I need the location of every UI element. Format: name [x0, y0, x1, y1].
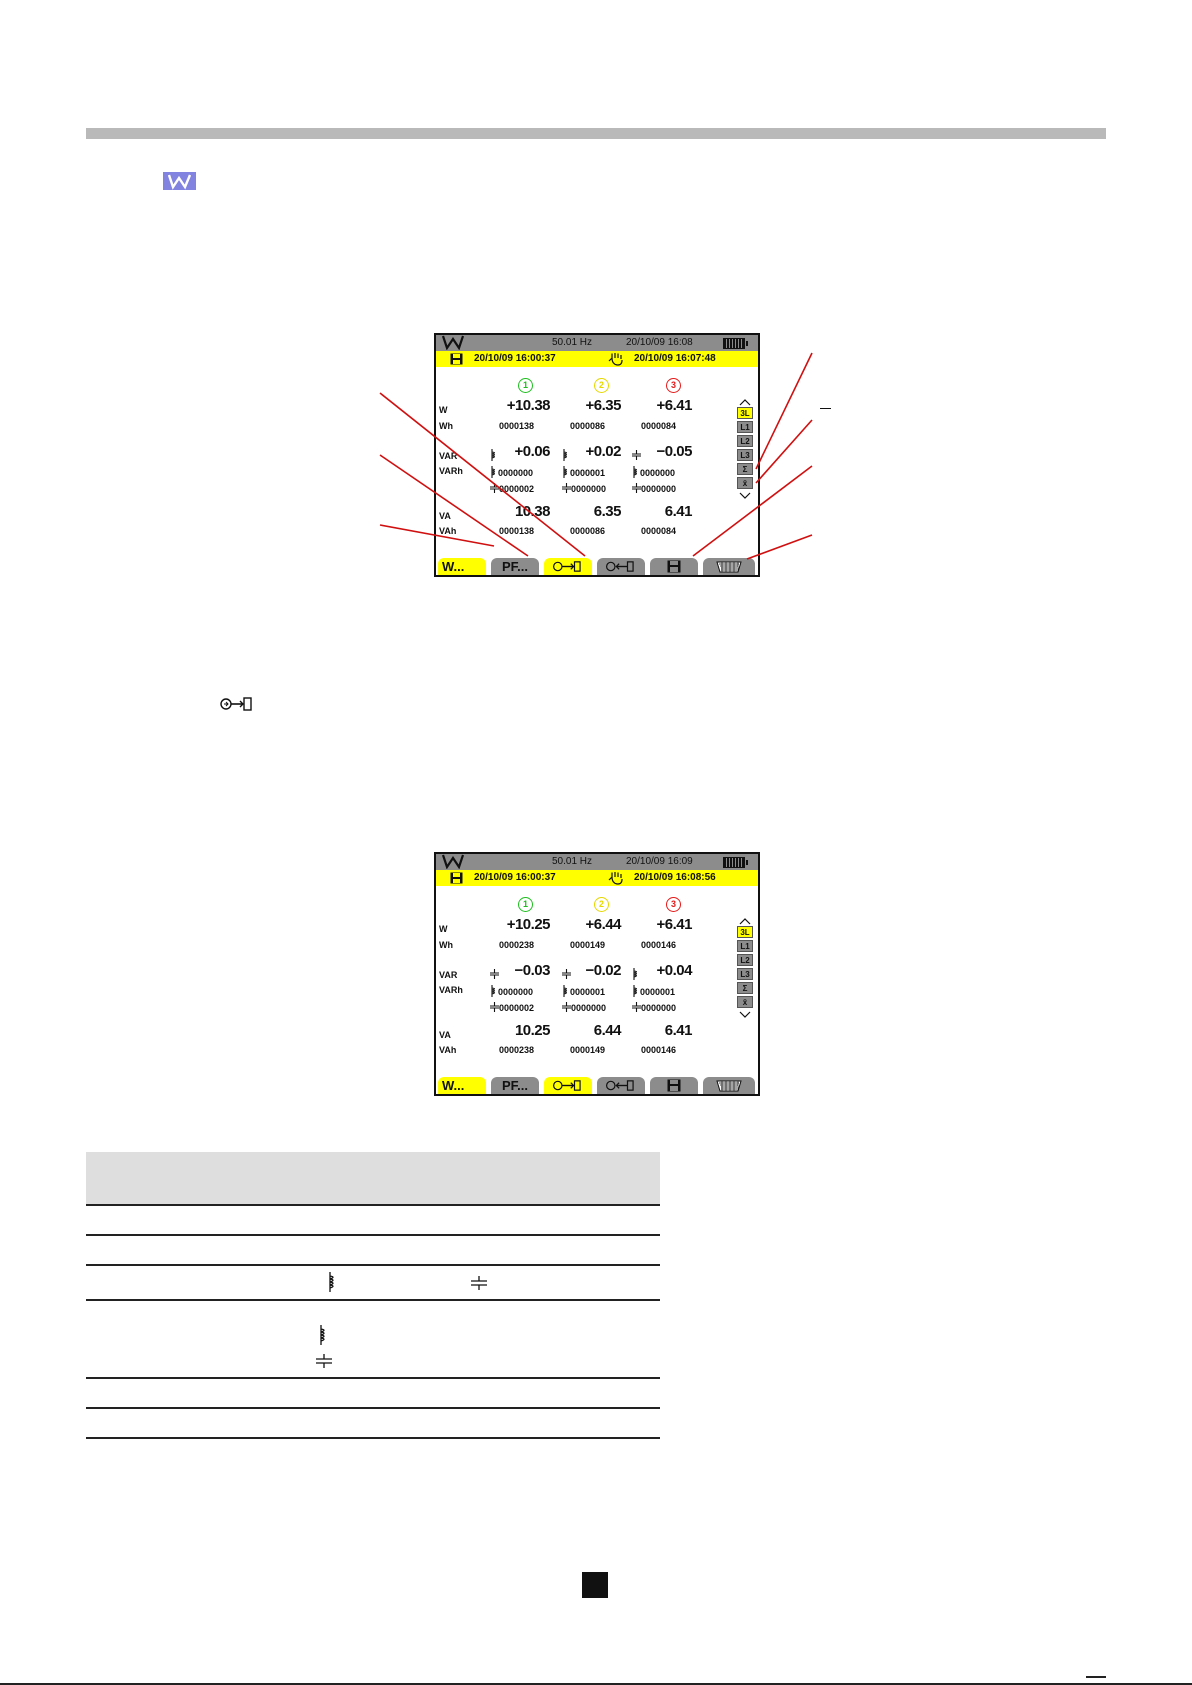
value-text: 0000001: [640, 987, 676, 997]
w-value: +6.44: [585, 916, 621, 933]
varh-cap-value: [562, 482, 606, 496]
bar-mark: [820, 408, 831, 409]
recording-info-bar: [436, 870, 758, 886]
varh-cap-value: [490, 1001, 534, 1015]
section-header-bar: [86, 128, 1106, 139]
tab-start-meter[interactable]: [544, 558, 592, 575]
vah-value: 0000138: [499, 526, 535, 536]
table-rule: [86, 1264, 660, 1266]
capacitive-icon: [470, 1276, 488, 1293]
instrument-screen-2: [434, 852, 760, 1096]
tab-stop-meter[interactable]: [597, 558, 645, 575]
vah-value: 0000146: [641, 1045, 677, 1055]
start-time: 20/10/09 16:00:37: [474, 872, 556, 883]
table-rule: [86, 1204, 660, 1206]
var-value: +0.02: [585, 443, 621, 460]
side-button-1[interactable]: L1: [737, 421, 753, 433]
varh-ind-value: [490, 466, 533, 480]
hold-time: 20/10/09 16:07:48: [634, 353, 716, 364]
va-value: 10.25: [514, 1022, 550, 1039]
inductive-icon: [490, 985, 498, 999]
vah-value: 0000238: [499, 1045, 535, 1055]
inductive-icon: [490, 466, 498, 480]
side-button-2[interactable]: L2: [737, 954, 753, 966]
row-label-wh: Wh: [439, 940, 453, 950]
side-button-3[interactable]: L3: [737, 968, 753, 980]
tab-power-factor[interactable]: PF...: [491, 1077, 539, 1094]
value-text: 0000001: [570, 468, 606, 478]
w-value: +10.38: [506, 397, 550, 414]
clock-readout: 20/10/09 16:09: [626, 856, 693, 867]
tab-stop-meter[interactable]: [597, 1077, 645, 1094]
value-text: 0000000: [571, 484, 607, 494]
var-value: −0.05: [656, 443, 692, 460]
table-rule: [86, 1437, 660, 1439]
power-mode-icon: [163, 172, 196, 190]
wh-value: 0000238: [499, 940, 535, 950]
var-value: −0.03: [514, 962, 550, 979]
varh-ind-value: [562, 985, 605, 999]
inductive-icon: [562, 985, 570, 999]
side-button-5[interactable]: x̄: [737, 477, 753, 489]
varh-ind-value: [632, 466, 675, 480]
table-rule: [86, 1377, 660, 1379]
var-value: −0.02: [585, 962, 621, 979]
w-value: +6.41: [656, 397, 692, 414]
varh-cap-value: [490, 482, 534, 496]
table-header: [86, 1152, 660, 1205]
capacitive-icon: [632, 482, 641, 496]
page-number-box: [582, 1572, 608, 1598]
hand-hold-icon: [607, 352, 625, 366]
w-value: +10.25: [506, 916, 550, 933]
phase-indicator-1: 1: [518, 897, 533, 912]
side-button-4[interactable]: Σ: [737, 463, 753, 475]
inductive-icon: [562, 448, 570, 466]
varh-cap-value: [562, 1001, 606, 1015]
row-label-w: W: [439, 405, 448, 415]
wh-value: 0000138: [499, 421, 535, 431]
clock-readout: 20/10/09 16:08: [626, 337, 693, 348]
va-value: 6.35: [593, 503, 621, 520]
value-text: 0000000: [641, 484, 677, 494]
inductive-icon: [632, 985, 640, 999]
wh-value: 0000084: [641, 421, 677, 431]
va-value: 6.41: [664, 503, 692, 520]
w-value: +6.41: [656, 916, 692, 933]
capacitive-icon: [490, 967, 499, 985]
side-button-2[interactable]: L2: [737, 435, 753, 447]
row-label-vah: VAh: [439, 526, 457, 536]
varh-cap-value: [632, 1001, 676, 1015]
side-button-3[interactable]: L3: [737, 449, 753, 461]
footer-mark: [1086, 1676, 1106, 1678]
phase-indicator-3: 3: [666, 378, 681, 393]
start-time: 20/10/09 16:00:37: [474, 353, 556, 364]
tab-power[interactable]: W...: [438, 1077, 486, 1094]
inductive-icon: [632, 466, 640, 480]
frequency-readout: 50.01 Hz: [552, 337, 593, 348]
status-bar: [436, 335, 758, 351]
hand-hold-icon: [607, 871, 625, 885]
value-text: 0000000: [571, 1003, 607, 1013]
vah-value: 0000086: [570, 526, 606, 536]
capacitive-icon: [562, 1001, 571, 1015]
value-text: 0000001: [570, 987, 606, 997]
va-value: 10.38: [514, 503, 550, 520]
vah-value: 0000149: [570, 1045, 606, 1055]
wh-value: 0000149: [570, 940, 606, 950]
recording-info-bar: [436, 351, 758, 367]
capacitive-icon: [562, 967, 571, 985]
w-value: +6.35: [585, 397, 621, 414]
tab-save[interactable]: [650, 558, 698, 575]
table-rule: [86, 1407, 660, 1409]
floppy-disk-icon: [450, 353, 463, 365]
value-text: 0000000: [641, 1003, 677, 1013]
value-text: 0000002: [499, 484, 535, 494]
instrument-screen-1: [434, 333, 760, 577]
row-label-va: VA: [439, 1030, 451, 1040]
varh-ind-value: [562, 466, 605, 480]
table-rule: [86, 1234, 660, 1236]
legend-table: [86, 1152, 660, 1440]
power-mode-icon: [440, 334, 466, 350]
scroll-down-icon[interactable]: [739, 492, 751, 502]
inductive-icon: [326, 1271, 338, 1296]
tab-power-factor[interactable]: PF...: [491, 558, 539, 575]
tab-start-meter[interactable]: [544, 1077, 592, 1094]
capacitive-icon: [315, 1354, 333, 1371]
row-label-vah: VAh: [439, 1045, 457, 1055]
side-button-0[interactable]: 3L: [737, 407, 753, 419]
frequency-readout: 50.01 Hz: [552, 856, 593, 867]
floppy-disk-icon: [450, 872, 463, 884]
scroll-down-icon[interactable]: [739, 1011, 751, 1021]
tab-save[interactable]: [650, 1077, 698, 1094]
phase-indicator-1: 1: [518, 378, 533, 393]
function-tabs: [436, 558, 758, 575]
value-text: 0000000: [640, 468, 676, 478]
row-label-var: VAR: [439, 451, 458, 461]
value-text: 0000000: [498, 468, 534, 478]
phase-indicator-3: 3: [666, 897, 681, 912]
inductive-icon: [490, 448, 498, 466]
capacitive-icon: [562, 482, 571, 496]
function-tabs: [436, 1077, 758, 1094]
tab-reset-basket[interactable]: [703, 1077, 755, 1094]
row-label-va: VA: [439, 511, 451, 521]
capacitive-icon: [632, 448, 641, 466]
row-label-w: W: [439, 924, 448, 934]
side-button-0[interactable]: 3L: [737, 926, 753, 938]
phase-indicator-2: 2: [594, 378, 609, 393]
battery-icon: [723, 857, 745, 868]
wh-value: 0000146: [641, 940, 677, 950]
side-button-5[interactable]: x̄: [737, 996, 753, 1008]
varh-ind-value: [632, 985, 675, 999]
varh-ind-value: [490, 985, 533, 999]
row-label-wh: Wh: [439, 421, 453, 431]
table-rule: [86, 1299, 660, 1301]
value-text: 0000002: [499, 1003, 535, 1013]
va-value: 6.44: [593, 1022, 621, 1039]
power-mode-icon: [440, 853, 466, 869]
inductive-icon: [317, 1324, 329, 1349]
var-value: +0.06: [514, 443, 550, 460]
capacitive-icon: [490, 1001, 499, 1015]
var-value: +0.04: [656, 962, 692, 979]
phase-indicator-2: 2: [594, 897, 609, 912]
row-label-varh: VARh: [439, 466, 463, 476]
side-button-4[interactable]: Σ: [737, 982, 753, 994]
varh-cap-value: [632, 482, 676, 496]
value-text: 0000000: [498, 987, 534, 997]
row-label-varh: VARh: [439, 985, 463, 995]
capacitive-icon: [632, 1001, 641, 1015]
battery-icon: [723, 338, 745, 349]
side-button-1[interactable]: L1: [737, 940, 753, 952]
wh-value: 0000086: [570, 421, 606, 431]
inductive-icon: [562, 466, 570, 480]
vah-value: 0000084: [641, 526, 677, 536]
tab-power[interactable]: W...: [438, 558, 486, 575]
status-bar: [436, 854, 758, 870]
tab-reset-basket[interactable]: [703, 558, 755, 575]
va-value: 6.41: [664, 1022, 692, 1039]
row-label-var: VAR: [439, 970, 458, 980]
inductive-icon: [632, 967, 640, 985]
start-recording-icon: [219, 695, 253, 713]
capacitive-icon: [490, 482, 499, 496]
hold-time: 20/10/09 16:08:56: [634, 872, 716, 883]
